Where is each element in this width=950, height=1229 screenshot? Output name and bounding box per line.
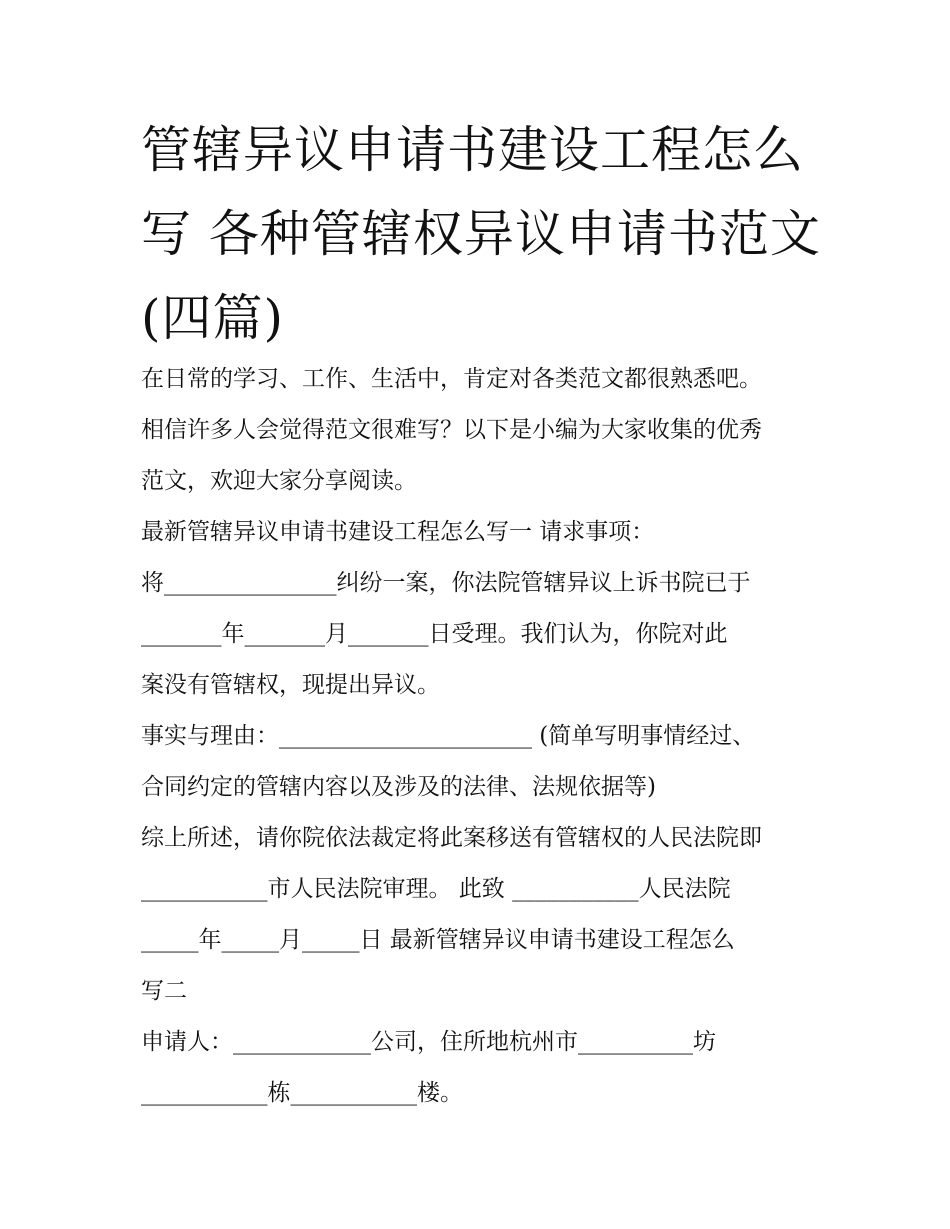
body-line: 事实与理由：______________________ (简单写明事情经过、 — [141, 723, 756, 749]
body-line: ___________栋___________楼。 — [141, 1080, 463, 1106]
body-line: 合同约定的管辖内容以及涉及的法律、法规依据等) — [141, 774, 656, 800]
section-heading-line: 写二 — [141, 978, 187, 1004]
body-line: 申请人：____________公司，住所地杭州市__________坊 — [141, 1029, 716, 1055]
body-line: _______年_______月_______日受理。我们认为，你院对此 — [141, 621, 728, 647]
body-line: 将_______________纠纷一案，你法院管辖异议上诉书院已于 — [141, 570, 751, 596]
document-body — [141, 354, 821, 1119]
title-line: (四篇) — [141, 289, 285, 347]
title-line: 管辖异议申请书建设工程怎么 — [141, 121, 804, 179]
body-line: 案没有管辖权，现提出异议。 — [141, 672, 440, 698]
title-line: 写 各种管辖权异议申请书范文 — [141, 205, 821, 263]
body-line: 相信许多人会觉得范文很难写？以下是小编为大家收集的优秀 — [141, 417, 762, 443]
document-title — [141, 108, 841, 360]
body-line: _____年_____月_____日 最新管辖异议申请书建设工程怎么 — [141, 927, 735, 953]
body-line: 范文，欢迎大家分享阅读。 — [141, 468, 417, 494]
body-line: 在日常的学习、工作、生活中，肯定对各类范文都很熟悉吧。 — [141, 366, 762, 392]
section-heading-line: 最新管辖异议申请书建设工程怎么写一 请求事项： — [141, 519, 655, 545]
body-line: 综上所述，请你院依法裁定将此案移送有管辖权的人民法院即 — [141, 825, 762, 851]
body-line: ___________市人民法院审理。 此致 ___________人民法院 — [141, 876, 731, 902]
